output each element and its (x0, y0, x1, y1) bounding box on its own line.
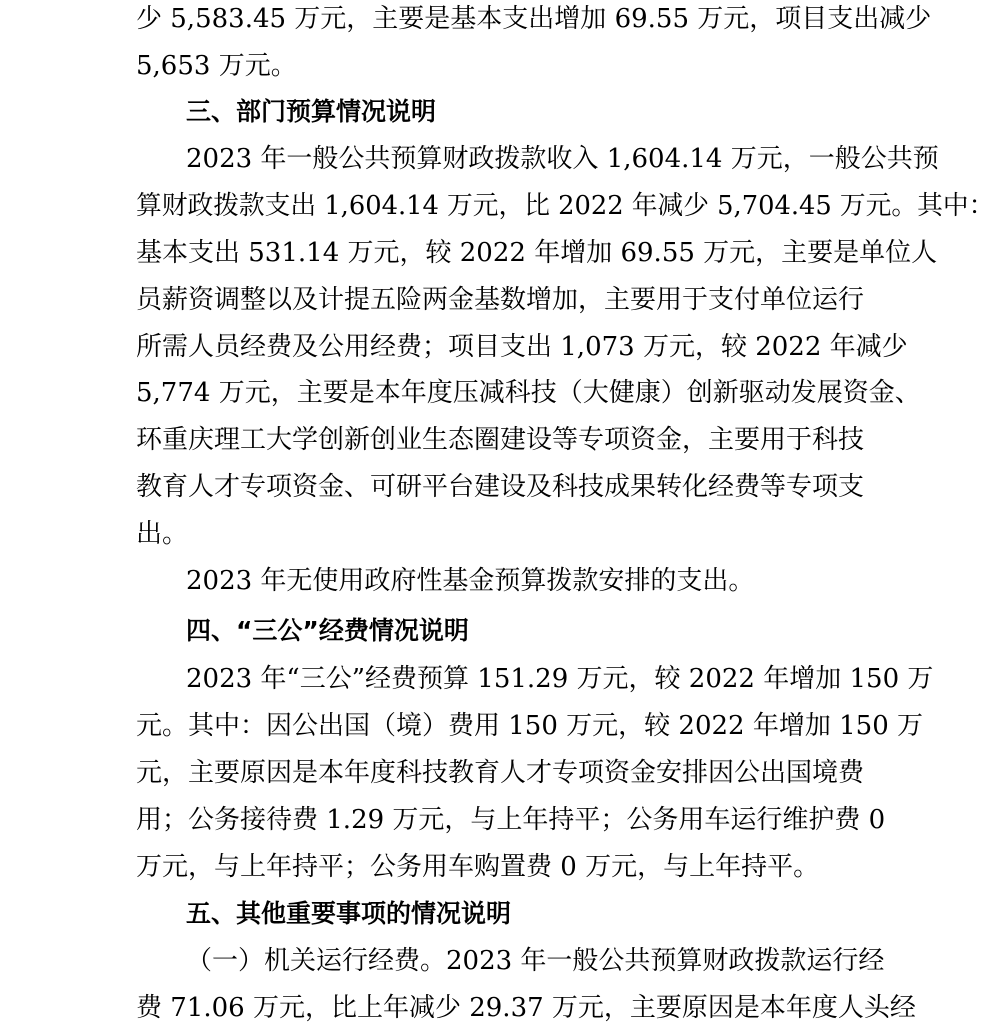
section-heading: 四、“三公”经费情况说明 (186, 616, 469, 645)
body-text-line: 少 5,583.45 万元，主要是基本支出增加 69.55 万元，项目支出减少 (136, 4, 932, 34)
body-text-line: 员薪资调整以及计提五险两金基数增加，主要用于支付单位运行 (136, 285, 865, 315)
section-heading: 五、其他重要事项的情况说明 (186, 899, 512, 928)
paragraph-first-line: 2023 年“三公”经费预算 151.29 万元，较 2022 年增加 150 万 (186, 664, 934, 694)
body-text-line: 环重庆理工大学创新创业生态圈建设等专项资金，主要用于科技 (136, 425, 865, 455)
body-text-line: 5,774 万元，主要是本年度压减科技（大健康）创新驱动发展资金、 (136, 378, 921, 408)
body-text-line: 所需人员经费及公用经费；项目支出 1,073 万元，较 2022 年减少 (136, 332, 908, 362)
body-text-line: 5,653 万元。 (136, 51, 297, 81)
paragraph-first-line: 2023 年无使用政府性基金预算拨款安排的支出。 (186, 566, 755, 596)
paragraph-first-line: （一）机关运行经费。2023 年一般公共预算财政拨款运行经 (186, 946, 885, 976)
body-text-line: 用；公务接待费 1.29 万元，与上年持平；公务用车运行维护费 0 (136, 805, 886, 835)
body-text-line: 教育人才专项资金、可研平台建设及科技成果转化经费等专项支 (136, 472, 865, 502)
paragraph-first-line: 2023 年一般公共预算财政拨款收入 1,604.14 万元，一般公共预 (186, 144, 939, 174)
section-heading: 三、部门预算情况说明 (186, 97, 437, 126)
body-text-line: 出。 (136, 519, 189, 549)
body-text-line: 元，主要原因是本年度科技教育人才专项资金安排因公出国境费 (136, 758, 865, 788)
body-text-line: 万元，与上年持平；公务用车购置费 0 万元，与上年持平。 (136, 852, 820, 882)
body-text-line: 费 71.06 万元，比上年减少 29.37 万元，主要原因是本年度人头经 (136, 993, 916, 1023)
body-text-line: 算财政拨款支出 1,604.14 万元，比 2022 年减少 5,704.45 万元。其中： (136, 191, 995, 221)
body-text-line: 元。其中：因公出国（境）费用 150 万元，较 2022 年增加 150 万 (136, 711, 924, 741)
body-text-line: 基本支出 531.14 万元，较 2022 年增加 69.55 万元，主要是单位人 (136, 238, 938, 268)
